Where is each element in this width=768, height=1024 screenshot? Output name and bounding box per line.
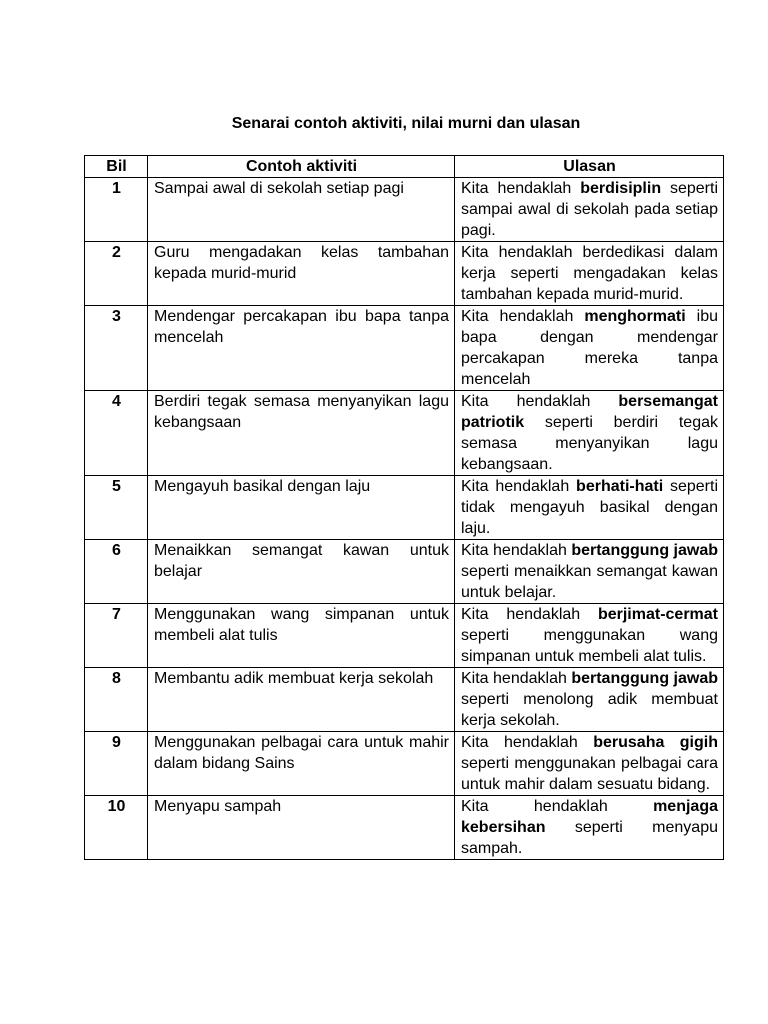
comment-cell (455, 796, 724, 860)
activity-cell: Guru mengadakan kelas tambahan kepada murid-murid (148, 242, 455, 306)
table-body (85, 178, 724, 860)
row-number: 8 (85, 668, 148, 732)
table-row (85, 732, 724, 796)
row-number: 4 (85, 391, 148, 476)
comment-cell (455, 668, 724, 732)
activity-cell: Mendengar percakapan ibu bapa tanpa mencelah (148, 306, 455, 391)
activity-cell: Menggunakan pelbagai cara untuk mahir dalam bidang Sains (148, 732, 455, 796)
header-ulasan: Ulasan (455, 156, 724, 178)
comment-text: Kita hendaklah (461, 308, 585, 325)
table-row (85, 242, 724, 306)
table-row (85, 391, 724, 476)
comment-text: seperti tidak mengayuh basikal dengan laju. (461, 478, 719, 537)
comment-cell (455, 391, 724, 476)
moral-value: bertanggung jawab (571, 542, 719, 559)
moral-value: berhati-hati (576, 478, 664, 495)
comment-text: Kita hendaklah (461, 542, 572, 559)
activity-cell: Berdiri tegak semasa menyanyikan lagu kebangsaan (148, 391, 455, 476)
comment-text: Kita hendaklah (461, 180, 581, 197)
table-row (85, 306, 724, 391)
comment-cell (455, 604, 724, 668)
comment-text: Kita hendaklah (461, 670, 572, 687)
row-number: 3 (85, 306, 148, 391)
comment-text: seperti menggunakan pelbagai cara untuk mahir dalam sesuatu bidang. (461, 755, 718, 793)
row-number: 10 (85, 796, 148, 860)
row-number: 7 (85, 604, 148, 668)
comment-text: Kita hendaklah berdedikasi dalam kerja seperti mengadakan kelas tambahan kepada murid-murid. (461, 244, 718, 303)
comment-cell (455, 178, 724, 242)
comment-text: seperti menolong adik membuat kerja sekolah. (461, 691, 718, 729)
moral-value: berdisiplin (580, 180, 662, 197)
row-number: 1 (85, 178, 148, 242)
table-header-row (85, 156, 724, 178)
comment-text: seperti sampai awal di sekolah pada setiap pagi. (461, 180, 718, 239)
document-title: Senarai contoh aktiviti, nilai murni dan ulasan (231, 115, 581, 132)
table-row (85, 796, 724, 860)
row-number: 2 (85, 242, 148, 306)
table-row (85, 540, 724, 604)
comment-cell (455, 242, 724, 306)
comment-text: Kita hendaklah (461, 393, 619, 410)
activity-cell: Menyapu sampah (148, 796, 455, 860)
activity-cell: Membantu adik membuat kerja sekolah (148, 668, 455, 732)
row-number: 6 (85, 540, 148, 604)
moral-value: menghormati (584, 308, 686, 325)
header-contoh-aktiviti: Contoh aktiviti (148, 156, 455, 178)
row-number: 9 (85, 732, 148, 796)
activity-table (84, 155, 724, 860)
table-row (85, 178, 724, 242)
moral-value: bersemangat patriotik (461, 393, 718, 431)
comment-text: seperti berdiri tegak semasa menyanyikan lagu kebangsaan. (461, 414, 718, 473)
comment-cell (455, 540, 724, 604)
comment-text: Kita hendaklah (461, 606, 598, 623)
comment-cell (455, 306, 724, 391)
table-row (85, 668, 724, 732)
comment-text: Kita hendaklah (461, 798, 654, 815)
header-bil: Bil (85, 156, 148, 178)
comment-text: seperti menaikkan semangat kawan untuk belajar. (461, 563, 718, 601)
comment-text: seperti menyapu sampah. (461, 819, 718, 857)
table-row (85, 604, 724, 668)
activity-cell: Menggunakan wang simpanan untuk membeli alat tulis (148, 604, 455, 668)
activity-cell: Menaikkan semangat kawan untuk belajar (148, 540, 455, 604)
moral-value: menjaga kebersihan (461, 798, 718, 836)
comment-text: Kita hendaklah (461, 734, 594, 751)
table-row (85, 476, 724, 540)
moral-value: berjimat-cermat (597, 606, 718, 623)
comment-text: seperti menggunakan wang simpanan untuk membeli alat tulis. (461, 627, 718, 665)
comment-cell (455, 732, 724, 796)
comment-cell (455, 476, 724, 540)
comment-text: Kita hendaklah (461, 478, 577, 495)
activity-cell: Mengayuh basikal dengan laju (148, 476, 455, 540)
comment-text: ibu bapa dengan mendengar percakapan mereka tanpa mencelah (461, 308, 718, 388)
row-number: 5 (85, 476, 148, 540)
moral-value: bertanggung jawab (571, 670, 719, 687)
moral-value: berusaha gigih (593, 734, 718, 751)
activity-cell: Sampai awal di sekolah setiap pagi (148, 178, 455, 242)
